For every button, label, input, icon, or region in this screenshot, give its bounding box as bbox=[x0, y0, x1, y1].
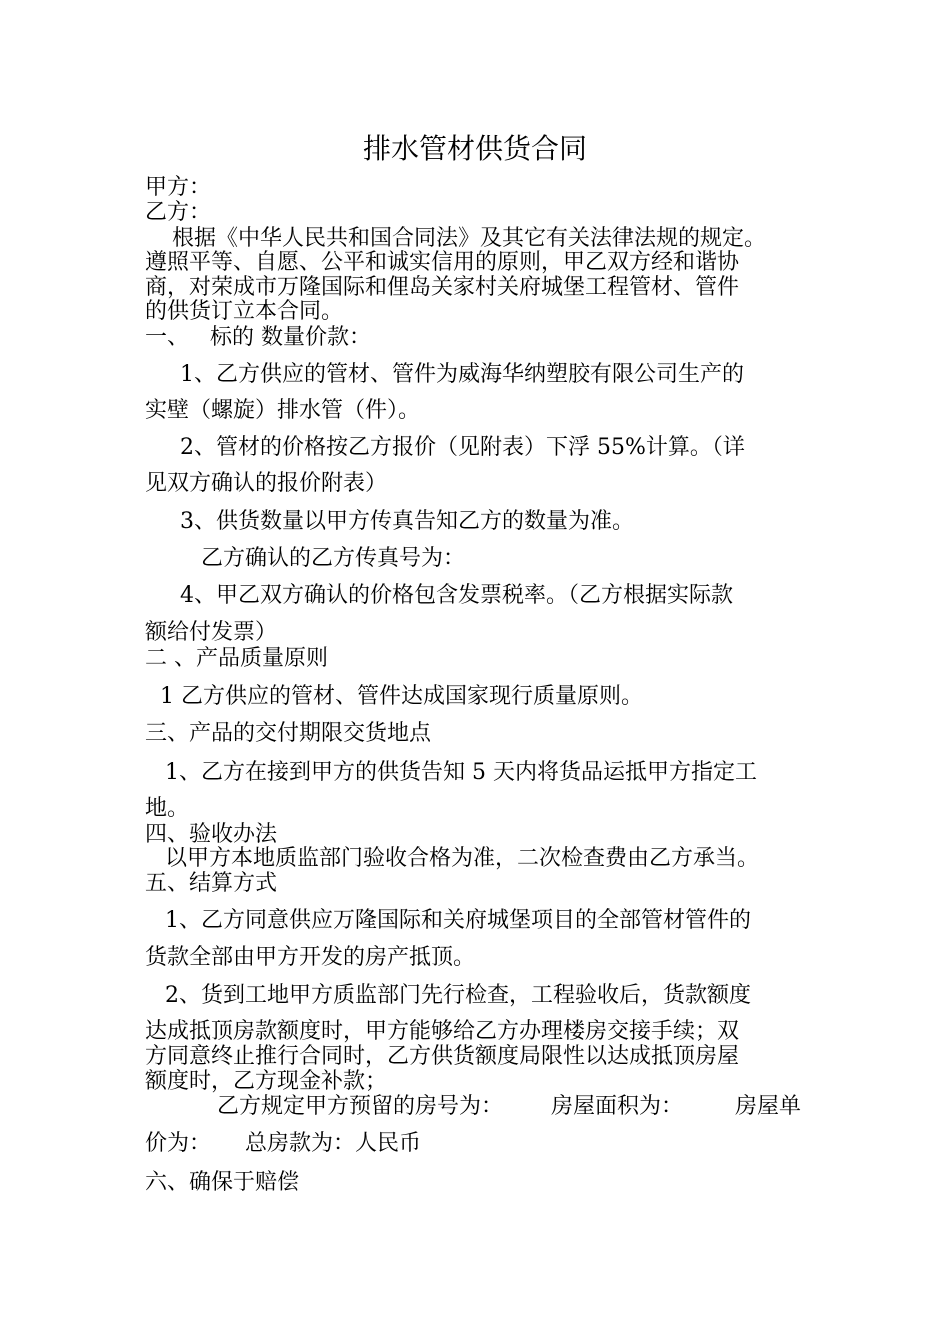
section-2-heading: 二 、产品质量原则 bbox=[145, 646, 328, 671]
section-1-item-4-line-2: 额给付发票） bbox=[145, 620, 278, 645]
section-5-item-2-line-2: 达成抵顶房款额度时，甲方能够给乙方办理楼房交接手续；双 bbox=[145, 1019, 740, 1044]
preamble-line-3: 商，对荣成市万隆国际和俚岛关家村关府城堡工程管材、管件 bbox=[145, 275, 740, 300]
reserved-room-number-label: 乙方规定甲方预留的房号为： bbox=[217, 1094, 504, 1119]
party-a-label: 甲方： bbox=[145, 175, 212, 200]
section-5-item-2-line-4: 额度时，乙方现金补款； bbox=[145, 1069, 388, 1094]
section-5-item-1-line-1: 1、乙方同意供应万隆国际和关府城堡项目的全部管材管件的 bbox=[165, 908, 751, 933]
section-4-item-1: 以甲方本地质监部门验收合格为准，二次检查费由乙方承当。 bbox=[165, 846, 760, 871]
section-5-heading: 五、结算方式 bbox=[145, 871, 278, 896]
section-1-item-3: 3、供货数量以甲方传真告知乙方的数量为准。 bbox=[180, 509, 634, 534]
preamble-line-2: 遵照平等、自愿、公平和诚实信用的原则，甲乙双方经和谐协 bbox=[145, 250, 740, 275]
section-1-item-2-line-1: 2、管材的价格按乙方报价（见附表）下浮 55%计算。（详 bbox=[180, 435, 745, 460]
section-5-item-2-line-3: 方同意终止推行合同时，乙方供货额度局限性以达成抵顶房屋 bbox=[145, 1044, 740, 1069]
section-3-item-1-line-2: 地。 bbox=[145, 796, 190, 821]
section-1-heading: 一、 标的 数量价款： bbox=[145, 325, 371, 350]
total-price-label: 总房款为：人民币 bbox=[245, 1131, 422, 1156]
section-3-item-1-line-1: 1、乙方在接到甲方的供货告知 5 天内将货品运抵甲方指定工 bbox=[165, 760, 757, 785]
house-unit-price-label-end: 价为： bbox=[145, 1131, 212, 1156]
section-5-item-1-line-2: 货款全部由甲方开发的房产抵顶。 bbox=[145, 945, 476, 970]
section-1-item-4-line-1: 4、甲乙双方确认的价格包含发票税率。（乙方根据实际款 bbox=[180, 583, 733, 608]
section-3-heading: 三、产品的交付期限交货地点 bbox=[145, 721, 432, 746]
section-4-heading: 四、验收办法 bbox=[145, 822, 278, 847]
document-title: 排水管材供货合同 bbox=[362, 132, 587, 165]
fax-number-note: 乙方确认的乙方传真号为： bbox=[201, 546, 466, 571]
section-6-heading: 六、确保于赔偿 bbox=[145, 1170, 300, 1195]
party-b-label: 乙方： bbox=[145, 200, 212, 225]
house-unit-price-label-start: 房屋单 bbox=[735, 1094, 802, 1119]
section-2-item-1: 1 乙方供应的管材、管件达成国家现行质量原则。 bbox=[160, 684, 643, 709]
preamble-line-1: 根据《中华人民共和国合同法》及其它有关法律法规的规定。 bbox=[172, 226, 767, 251]
section-1-item-2-line-2: 见双方确认的报价附表） bbox=[145, 471, 388, 496]
house-area-label: 房屋面积为： bbox=[551, 1094, 684, 1119]
section-1-item-1-line-2: 实壁（螺旋）排水管（件）。 bbox=[145, 398, 421, 423]
section-5-item-2-line-1: 2、货到工地甲方质监部门先行检查，工程验收后，货款额度 bbox=[165, 983, 751, 1008]
section-1-item-1-line-1: 1、乙方供应的管材、管件为威海华纳塑胶有限公司生产的 bbox=[180, 362, 744, 387]
preamble-line-4: 的供货订立本合同。 bbox=[145, 299, 344, 324]
